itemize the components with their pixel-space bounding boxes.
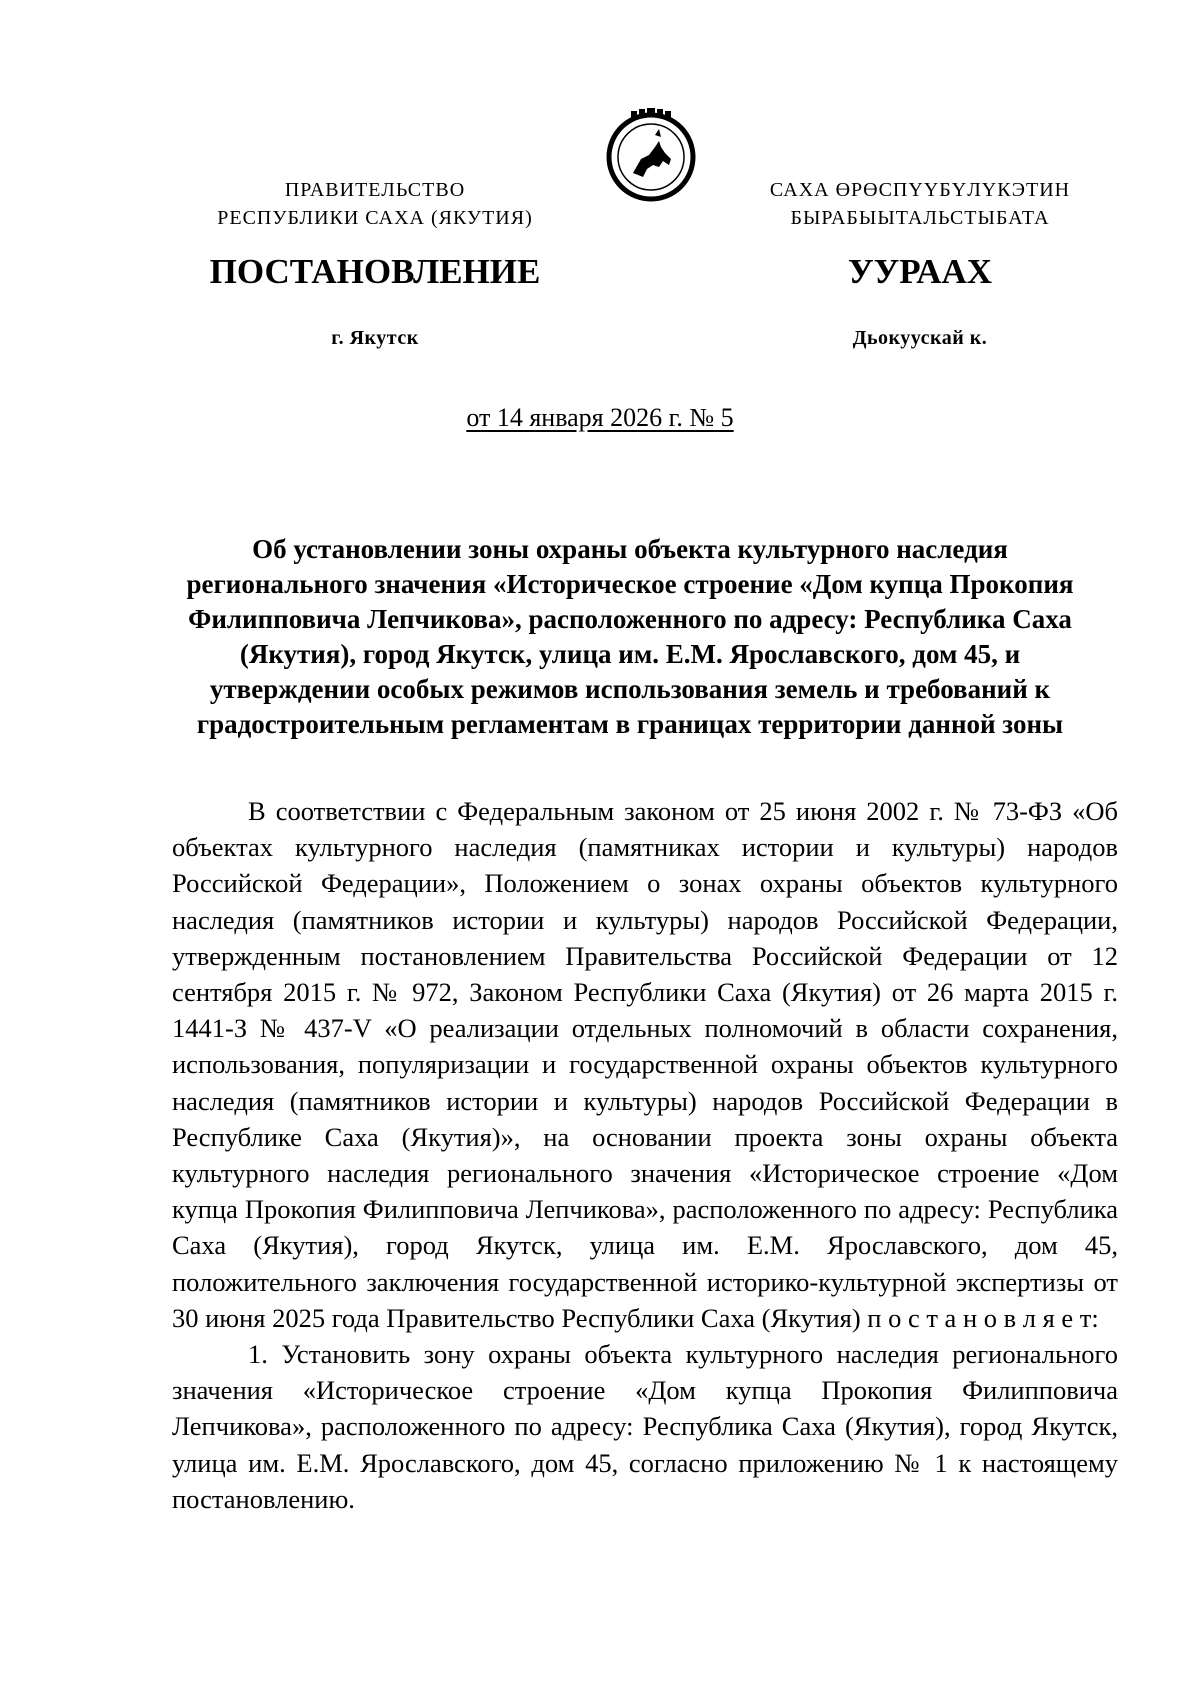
issuer-sah-line2: БЫРАБЫЫТАЛЬСТЫБАТА bbox=[790, 207, 1050, 229]
date-number bbox=[0, 403, 1200, 433]
issuer-sah-line1: САХА ӨРӨСПҮҮБҮЛҮКЭТИН bbox=[769, 179, 1071, 201]
document-title: Об установлении зоны охраны объекта культурного наследия регионального значения «Историческое строение «Дом купца Прокопия Филипповича Лепчикова», расположенного по адресу: Республика Саха (Якутия), город Якутск, улица им. Е.М. Ярославского, дом 45, и утверждении особых режимов использования земель и требований к градостроительным регламентам в границах территории данной зоны bbox=[186, 534, 1074, 739]
issuer-sah bbox=[705, 176, 1135, 232]
doc-type-sah: УУРААХ bbox=[847, 252, 993, 291]
city-ru: г. Якутск bbox=[331, 327, 419, 349]
date-number-text: от 14 января 2026 г. № 5 bbox=[466, 403, 734, 432]
preamble-text: В соответствии с Федеральным законом от 25 июня 2002 г. № 73-ФЗ «Об объектах культурного наследия (памятниках истории и культуры) народов Российской Федерации», Положением о зонах охраны объектов культурного наследия (памятников истории и культуры) народов Российской Федерации, утвержденным постановлением Правительства Российской Федерации от 12 сентября 2015 г. № 972, Законом Республики Саха (Якутия) от 26 марта 2015 г. 1441-З № 437-V «О реализации отдельных полномочий в области сохранения, использования, популяризации и государственной охраны объектов культурного наследия (памятников истории и культуры) народов Российской Федерации в Республике Саха (Якутия)», на основании проекта зоны охраны объекта культурного наследия регионального значения «Историческое строение «Дом купца Прокопия Филипповича Лепчикова», расположенного по адресу: Республика Саха (Якутия), город Якутск, улица им. Е.М. Ярославского, дом 45, положительного заключения государственной историко-культурной экспертизы от 30 июня 2025 года Правительство Республики Саха (Якутия) bbox=[172, 796, 1118, 1333]
issuer-ru-line2: РЕСПУБЛИКИ САХА (ЯКУТИЯ) bbox=[217, 207, 533, 229]
resolves-text: п о с т а н о в л я е т: bbox=[867, 1302, 1099, 1333]
doc-type-ru: ПОСТАНОВЛЕНИЕ bbox=[209, 252, 541, 291]
city-sah: Дьокуускай к. bbox=[852, 327, 988, 349]
republic-emblem-icon bbox=[603, 107, 699, 203]
item-1: 1. Установить зону охраны объекта культурного наследия регионального значения «Историческое строение «Дом купца Прокопия Филипповича Лепчикова», расположенного по адресу: Республика Саха (Якутия), город Якутск, улица им. Е.М. Ярославского, дом 45, согласно приложению № 1 к настоящему постановлению. bbox=[172, 1339, 1118, 1514]
preamble-paragraph bbox=[172, 793, 1118, 1336]
issuer-ru-line1: ПРАВИТЕЛЬСТВО bbox=[284, 179, 466, 201]
issuer-ru bbox=[160, 176, 590, 232]
document-body bbox=[172, 793, 1118, 1517]
